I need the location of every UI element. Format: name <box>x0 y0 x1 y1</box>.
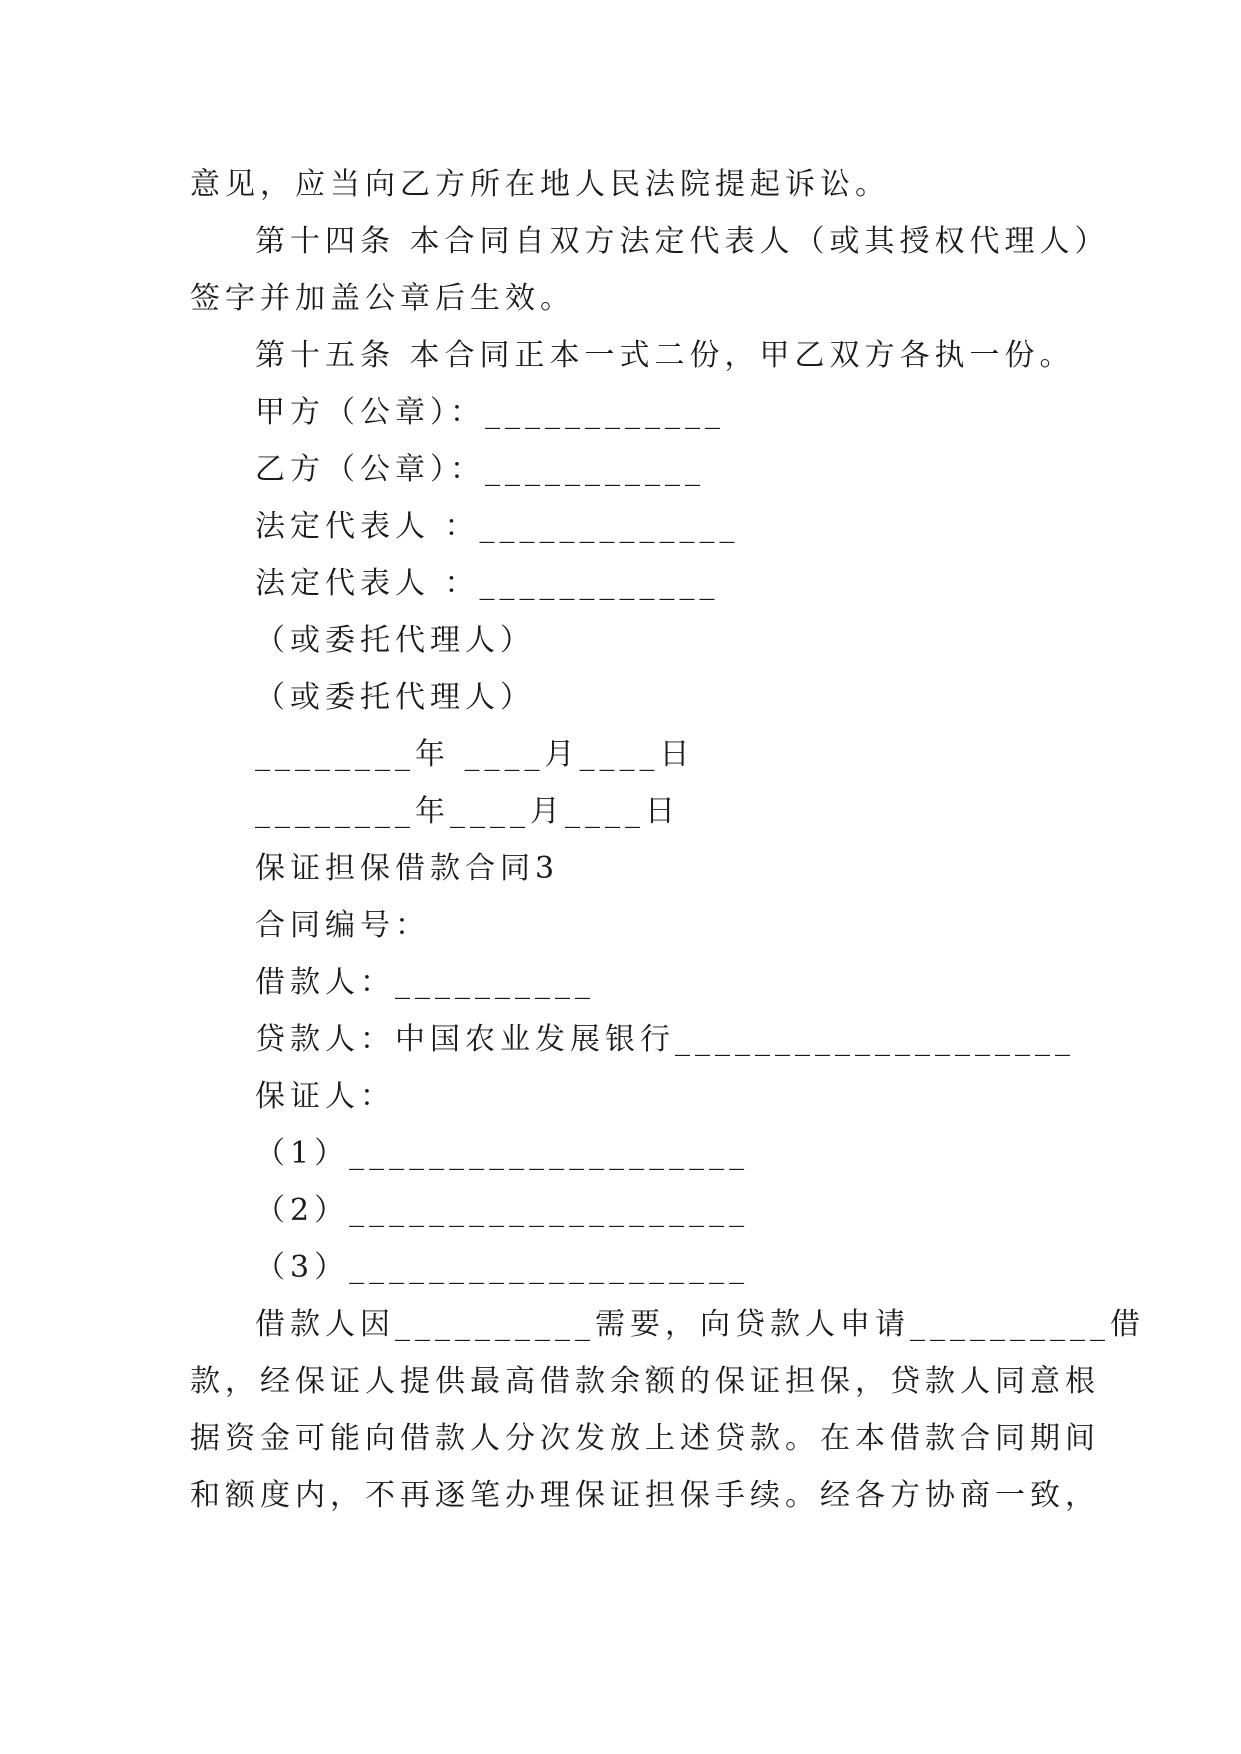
text-line: ________年____月____日 <box>255 794 680 829</box>
text-line: （3）____________________ <box>255 1250 750 1285</box>
text-line: 第十五条 本合同正本一式二份，甲乙双方各执一份。 <box>255 338 1075 373</box>
text-line: ________年 ____月____日 <box>255 737 695 772</box>
text-line: 法定代表人 ：____________ <box>255 566 720 601</box>
text-line: 款，经保证人提供最高借款余额的保证担保，贷款人同意根 <box>190 1364 1100 1399</box>
text-line: 保证人： <box>255 1079 395 1114</box>
text-line: 法定代表人 ：_____________ <box>255 509 740 544</box>
text-line: 意见，应当向乙方所在地人民法院提起诉讼。 <box>190 167 890 202</box>
text-line: （或委托代理人） <box>255 680 535 715</box>
text-line: 据资金可能向借款人分次发放上述贷款。在本借款合同期间 <box>190 1421 1100 1456</box>
text-line: （或委托代理人） <box>255 623 535 658</box>
text-line: 保证担保借款合同3 <box>255 851 560 886</box>
text-line: 乙方（公章）：___________ <box>255 452 705 487</box>
text-line: 借款人：__________ <box>255 965 595 1000</box>
text-line: 签字并加盖公章后生效。 <box>190 281 575 316</box>
text-line: 第十四条 本合同自双方法定代表人（或其授权代理人） <box>255 224 1110 259</box>
text-line: 贷款人：中国农业发展银行____________________ <box>255 1022 1075 1057</box>
text-line: （1）____________________ <box>255 1136 750 1171</box>
text-line: 和额度内，不再逐笔办理保证担保手续。经各方协商一致， <box>190 1478 1100 1513</box>
text-line: 合同编号： <box>255 908 430 943</box>
text-line: 甲方（公章）：____________ <box>255 395 725 430</box>
text-line: （2）____________________ <box>255 1193 750 1228</box>
text-line: 借款人因__________需要，向贷款人申请__________借 <box>255 1307 1145 1342</box>
